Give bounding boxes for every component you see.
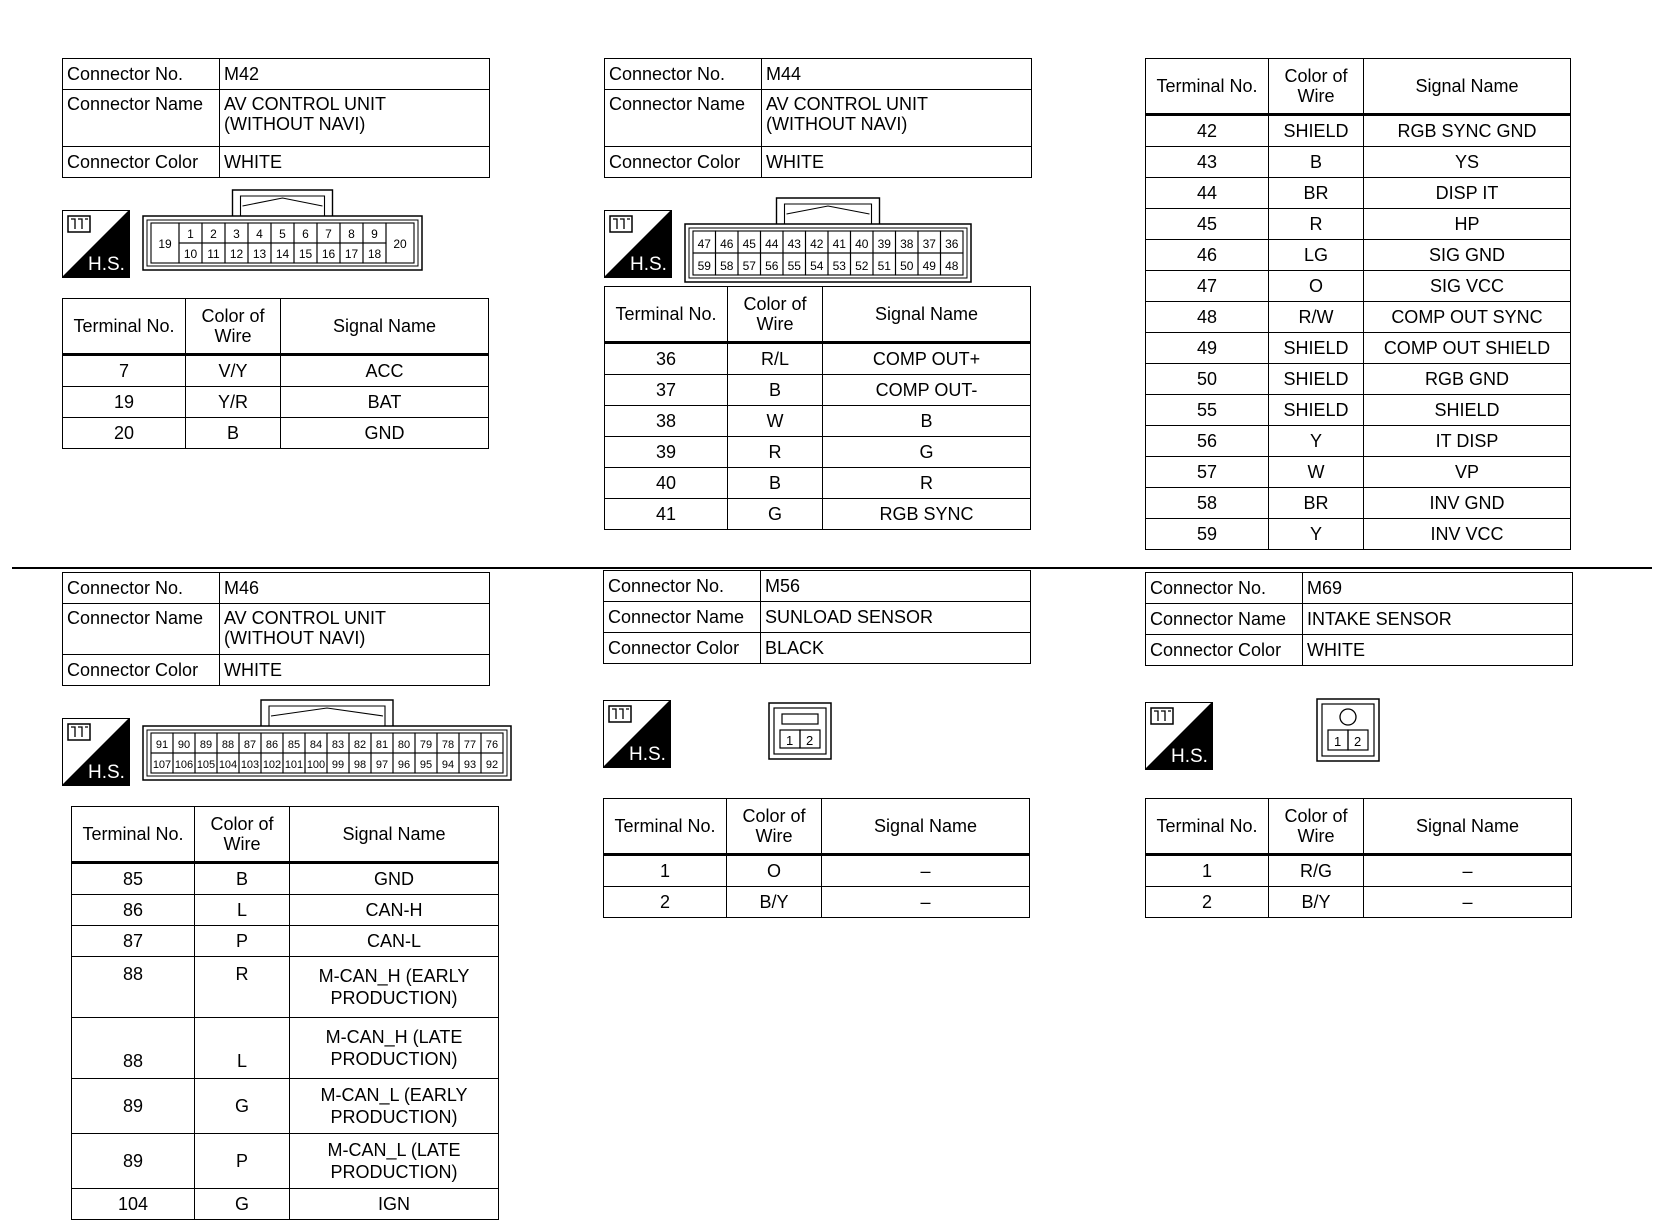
- connector-color-label: Connector Color: [605, 147, 762, 178]
- wire-color-header: Color of Wire: [728, 287, 823, 343]
- pin-label: 79: [419, 739, 433, 751]
- pin-label: 59: [697, 259, 711, 273]
- signal-name-header: Signal Name: [290, 807, 499, 863]
- pin-label: 50: [900, 259, 914, 273]
- pin-label: 94: [441, 759, 455, 771]
- pin-label: 98: [353, 759, 367, 771]
- connector-no-value: M44: [762, 59, 1032, 90]
- table-row: 49 SHIELD COMP OUT SHIELD: [1146, 333, 1571, 364]
- table-row: 86 L CAN-H: [72, 895, 499, 926]
- section-divider: [12, 567, 1652, 569]
- pin-label: 14: [275, 247, 290, 261]
- table-row: 45 R HP: [1146, 209, 1571, 240]
- table-row: 104 G IGN: [72, 1189, 499, 1220]
- pin-label: 2: [1354, 734, 1362, 749]
- terminal-no-header: Terminal No.: [63, 299, 186, 355]
- terminal-no-header: Terminal No.: [605, 287, 728, 343]
- table-row: 1 R/G –: [1146, 855, 1572, 887]
- wire-color-header: Color of Wire: [186, 299, 281, 355]
- table-row: 85 B GND: [72, 863, 499, 895]
- connector-no-label: Connector No.: [63, 59, 220, 90]
- wire-color-header: Color of Wire: [195, 807, 290, 863]
- pin-label: 45: [742, 237, 756, 251]
- hs-label: H.S.: [88, 254, 125, 275]
- connector-name-line: AV CONTROL UNIT: [766, 94, 929, 114]
- pin-label: 87: [243, 739, 257, 751]
- pin-label: 3: [233, 227, 240, 241]
- pin-label: 42: [810, 237, 824, 251]
- connector-name-line: AV CONTROL UNIT: [224, 94, 387, 114]
- pin-label: 2: [806, 733, 814, 748]
- pin-label: 5: [279, 227, 286, 241]
- harness-side-icon: [1145, 702, 1213, 770]
- connector-no-label: Connector No.: [1146, 573, 1303, 604]
- m69-terminal-table: [1145, 798, 1572, 918]
- harness-side-icon: [62, 718, 130, 786]
- m42-terminal-table: [62, 298, 489, 449]
- hs-label: H.S.: [1171, 746, 1208, 767]
- connector-name-line: AV CONTROL UNIT: [224, 608, 387, 628]
- pin-label: 86: [265, 739, 279, 751]
- pin-label: 54: [810, 259, 824, 273]
- connector-color-label: Connector Color: [1146, 635, 1303, 666]
- table-row: 37 B COMP OUT-: [605, 375, 1031, 406]
- pin-label: 57: [742, 259, 756, 273]
- pin-label: 38: [900, 237, 914, 251]
- pin-label: 80: [397, 739, 411, 751]
- signal-name-header: Signal Name: [1364, 59, 1571, 115]
- table-row: 88 L M-CAN_H (LATE PRODUCTION): [72, 1018, 499, 1079]
- table-row: 41 G RGB SYNC: [605, 499, 1031, 530]
- connector-name-label: Connector Name: [63, 90, 220, 147]
- wire-color-header: Color of Wire: [727, 799, 822, 855]
- m56-terminal-table: [603, 798, 1030, 918]
- table-row: 7 V/Y ACC: [63, 355, 489, 387]
- pin-label: 83: [331, 739, 345, 751]
- pin-label: 11: [207, 247, 220, 261]
- pin-label: 49: [922, 259, 936, 273]
- table-row: 57 W VP: [1146, 457, 1571, 488]
- pin-label: 1: [786, 733, 794, 748]
- connector-name-line: (WITHOUT NAVI): [224, 114, 366, 134]
- pin-label: 36: [945, 237, 959, 251]
- m56-connector-diagram: [768, 702, 832, 765]
- pin-label: 95: [419, 759, 433, 771]
- pin-label: 52: [855, 259, 869, 273]
- pin-label: 18: [367, 247, 382, 261]
- connector-name-value: [220, 90, 490, 147]
- hs-label: H.S.: [629, 744, 666, 765]
- m69-connector-info: [1145, 572, 1573, 666]
- pin-label: 16: [321, 247, 336, 261]
- pin-label: 8: [348, 227, 355, 241]
- pin-label: 91: [155, 739, 169, 751]
- pin-label: 82: [353, 739, 367, 751]
- connector-color-label: Connector Color: [63, 655, 220, 686]
- pin-label: 105: [196, 759, 216, 771]
- table-row: 44 BR DISP IT: [1146, 178, 1571, 209]
- hs-label: H.S.: [630, 254, 667, 275]
- terminal-no-header: Terminal No.: [72, 807, 195, 863]
- m44-terminal-table: [604, 286, 1031, 530]
- harness-side-icon: [603, 700, 671, 768]
- table-row: 43 B YS: [1146, 147, 1571, 178]
- signal-name-header: Signal Name: [822, 799, 1030, 855]
- connector-name-value: INTAKE SENSOR: [1303, 604, 1573, 635]
- signal-name-header: Signal Name: [281, 299, 489, 355]
- table-row: 19 Y/R BAT: [63, 387, 489, 418]
- m42-connector-info: [62, 58, 490, 178]
- connector-name-label: Connector Name: [63, 604, 220, 655]
- table-row: 36 R/L COMP OUT+: [605, 343, 1031, 375]
- pin-label: 92: [485, 759, 499, 771]
- pin-label: 17: [344, 247, 359, 261]
- table-row: 48 R/W COMP OUT SYNC: [1146, 302, 1571, 333]
- pin-label: 97: [375, 759, 389, 771]
- terminal-no-header: Terminal No.: [1146, 799, 1269, 855]
- pin-label: 101: [284, 759, 304, 771]
- pin-label: 48: [945, 259, 959, 273]
- pin-label: 12: [229, 247, 244, 261]
- table-row: 58 BR INV GND: [1146, 488, 1571, 519]
- connector-name-line: (WITHOUT NAVI): [224, 628, 366, 648]
- pin-label: 88: [221, 739, 235, 751]
- table-row: 87 P CAN-L: [72, 926, 499, 957]
- connector-name-label: Connector Name: [604, 602, 761, 633]
- hs-label: H.S.: [88, 762, 125, 783]
- m46-connector-diagram: [142, 698, 522, 789]
- pin-label: 85: [287, 739, 301, 751]
- pin-label: 93: [463, 759, 477, 771]
- m44-connector-info: [604, 58, 1032, 178]
- pin-label: 53: [832, 259, 846, 273]
- connector-no-value: M56: [761, 571, 1031, 602]
- connector-name-label: Connector Name: [605, 90, 762, 147]
- pin-label: 100: [306, 759, 326, 771]
- table-row: 59 Y INV VCC: [1146, 519, 1571, 550]
- connector-name-label: Connector Name: [1146, 604, 1303, 635]
- m42-connector-diagram: [142, 188, 432, 279]
- signal-name-header: Signal Name: [823, 287, 1031, 343]
- pin-label: 1: [1334, 734, 1342, 749]
- harness-side-icon: [62, 210, 130, 278]
- pin-label: 78: [441, 739, 455, 751]
- pin-label: 41: [832, 237, 846, 251]
- connector-name-line: (WITHOUT NAVI): [766, 114, 908, 134]
- table-row: 38 W B: [605, 406, 1031, 437]
- table-row: 50 SHIELD RGB GND: [1146, 364, 1571, 395]
- connector-color-value: BLACK: [761, 633, 1031, 664]
- connector-name-value: [220, 604, 490, 655]
- table-row: 42 SHIELD RGB SYNC GND: [1146, 115, 1571, 147]
- pin-label: 104: [218, 759, 238, 771]
- pin-label: 76: [485, 739, 499, 751]
- connector-no-value: M69: [1303, 573, 1573, 604]
- pin-label: 51: [877, 259, 891, 273]
- pin-label: 90: [177, 739, 191, 751]
- pin-label: 20: [393, 237, 407, 251]
- pin-label: 40: [855, 237, 869, 251]
- pin-label: 43: [787, 237, 801, 251]
- signal-name-header: Signal Name: [1364, 799, 1572, 855]
- pin-label: 107: [152, 759, 172, 771]
- pin-label: 7: [325, 227, 332, 241]
- m46-terminal-table: [71, 806, 499, 1220]
- table-row: 56 Y IT DISP: [1146, 426, 1571, 457]
- pin-label: 99: [331, 759, 345, 771]
- pin-label: 47: [697, 237, 711, 251]
- table-row: 46 LG SIG GND: [1146, 240, 1571, 271]
- pin-label: 46: [720, 237, 734, 251]
- pin-label: 44: [765, 237, 779, 251]
- terminal-no-header: Terminal No.: [1146, 59, 1269, 115]
- table-row: 89 P M-CAN_L (LATE PRODUCTION): [72, 1134, 499, 1189]
- pin-label: 1: [187, 227, 194, 241]
- pin-label: 102: [262, 759, 282, 771]
- harness-side-icon: [604, 210, 672, 278]
- pin-label: 15: [298, 247, 313, 261]
- connector-no-label: Connector No.: [604, 571, 761, 602]
- connector-color-value: WHITE: [220, 147, 490, 178]
- connector-name-value: [762, 90, 1032, 147]
- pin-label: 55: [787, 259, 801, 273]
- connector-color-value: WHITE: [1303, 635, 1573, 666]
- connector-color-value: WHITE: [220, 655, 490, 686]
- m44-terminal-table-continued: [1145, 58, 1571, 550]
- pin-label: 4: [256, 227, 263, 241]
- connector-no-label: Connector No.: [605, 59, 762, 90]
- table-row: 39 R G: [605, 437, 1031, 468]
- pin-label: 10: [183, 247, 198, 261]
- wire-color-header: Color of Wire: [1269, 799, 1364, 855]
- pin-label: 2: [210, 227, 217, 241]
- pin-label: 37: [922, 237, 936, 251]
- pin-label: 89: [199, 739, 213, 751]
- connector-no-value: M42: [220, 59, 490, 90]
- pin-label: 81: [375, 739, 389, 751]
- connector-color-value: WHITE: [762, 147, 1032, 178]
- pin-label: 39: [877, 237, 891, 251]
- connector-color-label: Connector Color: [63, 147, 220, 178]
- connector-name-value: SUNLOAD SENSOR: [761, 602, 1031, 633]
- pin-label: 6: [302, 227, 309, 241]
- pin-label: 9: [371, 227, 378, 241]
- connector-no-label: Connector No.: [63, 573, 220, 604]
- table-row: 1 O –: [604, 855, 1030, 887]
- pin-label: 56: [765, 259, 779, 273]
- connector-no-value: M46: [220, 573, 490, 604]
- pin-label: 77: [463, 739, 477, 751]
- table-row: 20 B GND: [63, 418, 489, 449]
- table-row: 89 G M-CAN_L (EARLY PRODUCTION): [72, 1079, 499, 1134]
- table-row: 40 B R: [605, 468, 1031, 499]
- table-row: 88 R M-CAN_H (EARLY PRODUCTION): [72, 957, 499, 1018]
- wire-color-header: Color of Wire: [1269, 59, 1364, 115]
- table-row: 55 SHIELD SHIELD: [1146, 395, 1571, 426]
- table-row: 2 B/Y –: [604, 887, 1030, 918]
- m46-connector-info: [62, 572, 490, 686]
- pin-label: 103: [240, 759, 260, 771]
- terminal-no-header: Terminal No.: [604, 799, 727, 855]
- pin-label: 19: [158, 237, 172, 251]
- table-row: 2 B/Y –: [1146, 887, 1572, 918]
- pin-label: 96: [397, 759, 411, 771]
- m56-connector-info: [603, 570, 1031, 664]
- pin-label: 58: [720, 259, 734, 273]
- connector-color-label: Connector Color: [604, 633, 761, 664]
- pin-label: 13: [252, 247, 267, 261]
- table-row: 47 O SIG VCC: [1146, 271, 1571, 302]
- m44-connector-diagram: [684, 196, 976, 289]
- pin-label: 106: [174, 759, 194, 771]
- m69-connector-diagram: [1316, 698, 1380, 767]
- pin-label: 84: [309, 739, 323, 751]
